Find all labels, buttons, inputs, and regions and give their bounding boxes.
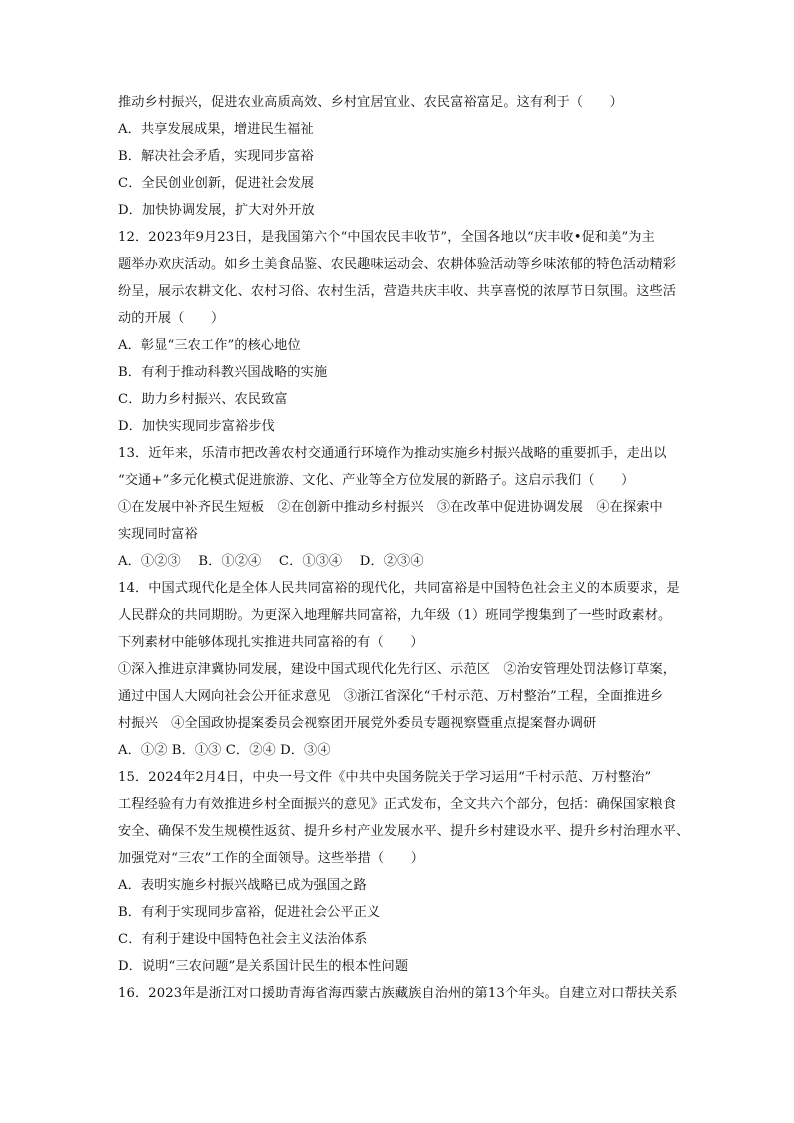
- option-line: B．解决社会矛盾，实现同步富裕: [118, 149, 314, 164]
- question-14-line: 14．中国式现代化是全体人民共同富裕的现代化，共同富裕是中国特色社会主义的本质要求，是: [118, 581, 680, 596]
- text-line: 下列素材中能够体现扎实推进共同富裕的有（ ）: [118, 635, 424, 650]
- option-line: D．说明“三农问题”是关系国计民生的根本性问题: [118, 959, 409, 974]
- option-line: D．加快协调发展，扩大对外开放: [118, 203, 315, 218]
- text-line: 推动乡村振兴，促进农业高质高效、乡村宜居宜业、农民富裕富足。这有利于（ ）: [118, 95, 623, 110]
- text-line: 工程经验有力有效推进乡村全面振兴的意见》正式发布，全文共六个部分，包括：确保国家粮食: [118, 797, 677, 812]
- question-16-line: 16．2023年是浙江对口援助青海省海西蒙古族藏族自治州的第13个年头。自建立对口帮扶关系: [118, 986, 678, 1001]
- text-line: 题举办欢庆活动。如乡土美食品鉴、农民趣味运动会、农耕体验活动等乡味浓郁的特色活动精彩: [118, 257, 677, 272]
- question-15-line: 15．2024年2月4日，中央一号文件《中共中央国务院关于学习运用“千村示范、万村整治”: [118, 770, 652, 785]
- text-line: 村振兴 ④全国政协提案委员会视察团开展党外委员专题视察暨重点提案督办调研: [118, 716, 597, 731]
- text-line: ①在发展中补齐民生短板 ②在创新中推动乡村振兴 ③在改革中促进协调发展 ④在探索中: [118, 500, 663, 515]
- option-line: A．①② B．①③ C．②④ D．③④: [118, 743, 331, 758]
- text-line: 通过中国人大网向社会公开征求意见 ③浙江省深化“千村示范、万村整治”工程，全面推进乡: [118, 689, 664, 704]
- text-line: 人民群众的共同期盼。为更深入地理解共同富裕，九年级（1）班同学搜集到了一些时政素材。: [118, 608, 672, 623]
- option-line: C．助力乡村振兴、农民致富: [118, 392, 288, 407]
- text-line: 动的开展（ ）: [118, 311, 225, 326]
- option-line: B．有利于实现同步富裕，促进社会公平正义: [118, 905, 381, 920]
- text-line: ①深入推进京津冀协同发展，建设中国式现代化先行区、示范区 ②治安管理处罚法修订草案，: [118, 662, 677, 677]
- text-line: 安全、确保不发生规模性返贫、提升乡村产业发展水平、提升乡村建设水平、提升乡村治理水平、: [118, 824, 690, 839]
- option-line: A．彰显“三农工作”的核心地位: [118, 338, 301, 353]
- option-line: C．有利于建设中国特色社会主义法治体系: [118, 932, 368, 947]
- text-line: 实现同时富裕: [118, 527, 198, 542]
- text-line: “交通+”多元化模式促进旅游、文化、产业等全方位发展的新路子。这启示我们（ ）: [118, 473, 635, 488]
- option-line: A．①②③ B．①②④ C．①③④ D．②③④: [118, 554, 424, 569]
- text-line: 纷呈，展示农耕文化、农村习俗、农村生活，营造共庆丰收、共享喜悦的浓厚节日氛围。这些活: [118, 284, 677, 299]
- question-12-line: 12．2023年9月23日，是我国第六个“中国农民丰收节”，全国各地以“庆丰收•促和美”为主: [118, 230, 655, 245]
- option-line: B．有利于推动科教兴国战略的实施: [118, 365, 328, 380]
- question-13-line: 13．近年来，乐清市把改善农村交通通行环境作为推动实施乡村振兴战略的重要抓手，走出以: [118, 446, 667, 461]
- option-line: A．共享发展成果，增进民生福祉: [118, 122, 314, 137]
- option-line: C．全民创业创新，促进社会发展: [118, 176, 315, 191]
- text-line: 加强党对“三农”工作的全面领导。这些举措（ ）: [118, 851, 425, 866]
- option-line: D．加快实现同步富裕步伐: [118, 419, 275, 434]
- option-line: A．表明实施乡村振兴战略已成为强国之路: [118, 878, 367, 893]
